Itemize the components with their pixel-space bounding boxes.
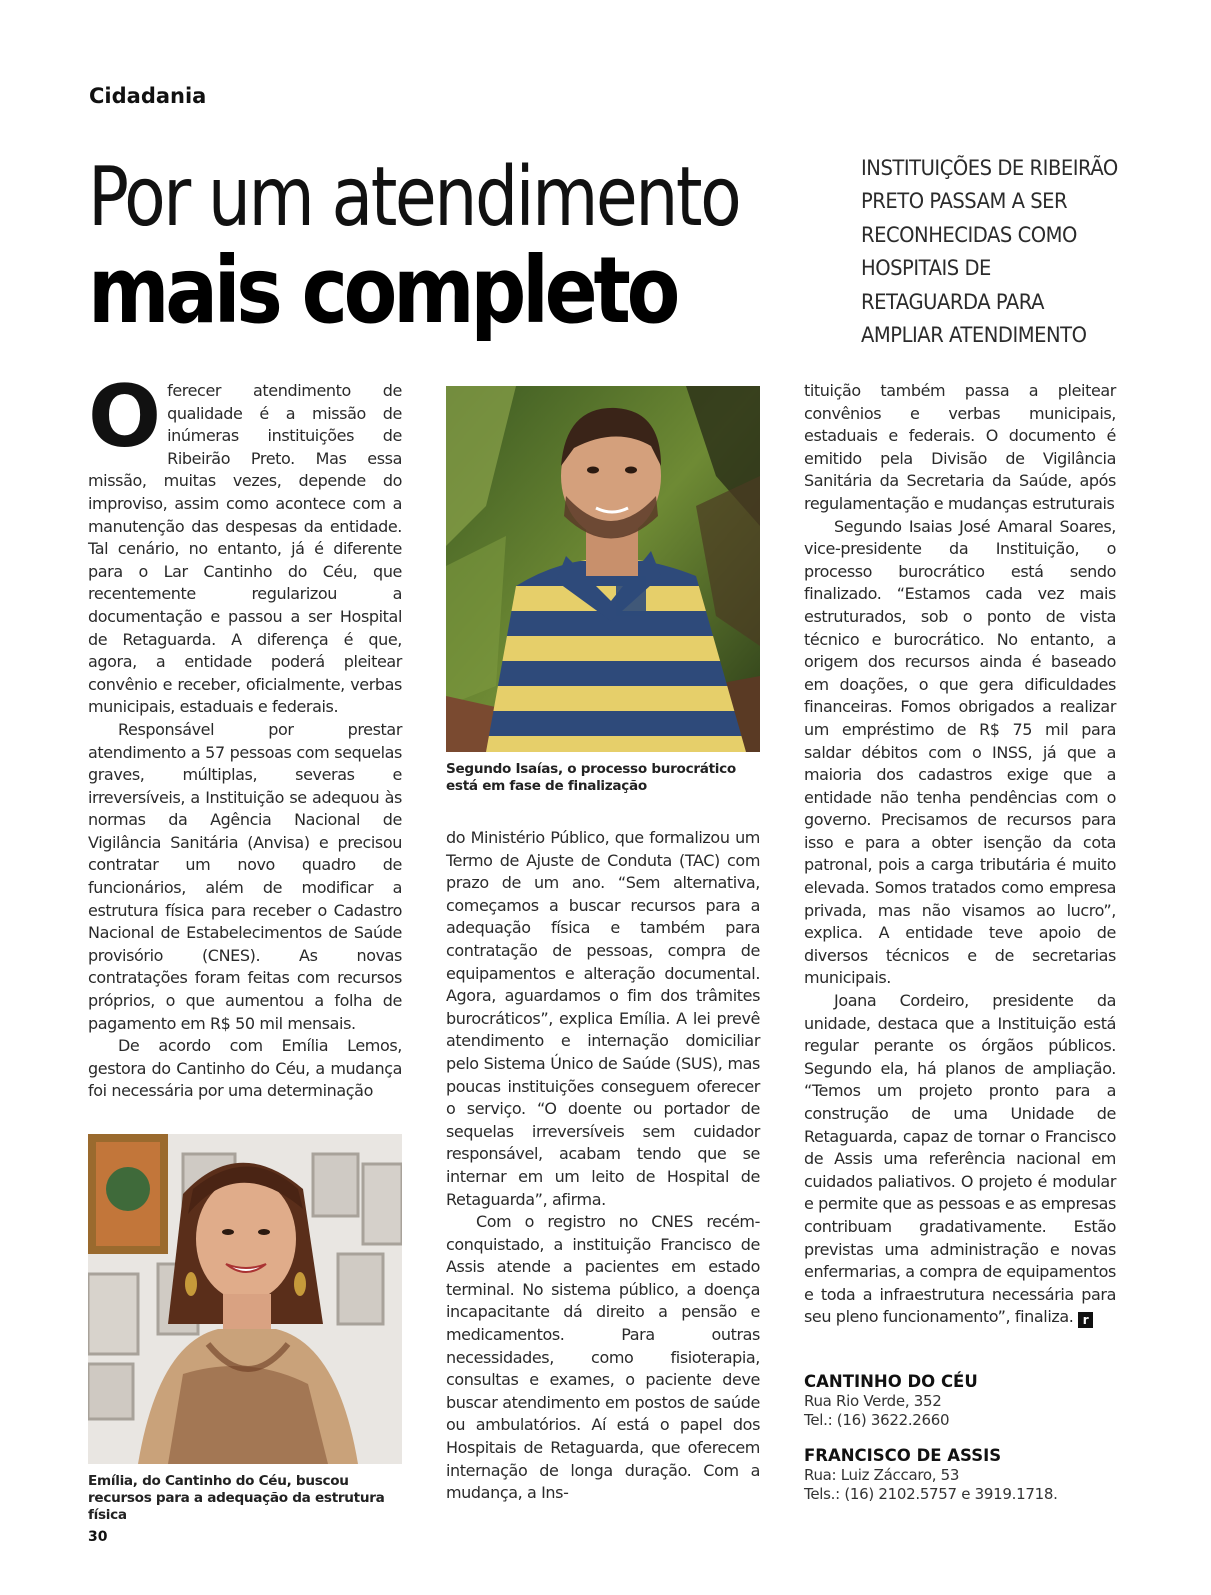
- contact-address: Rua Rio Verde, 352: [804, 1392, 942, 1410]
- article-column-3: [804, 380, 1116, 1329]
- contact-cantinho-do-ceu: [804, 1372, 1124, 1430]
- section-label: Cidadania: [89, 84, 207, 108]
- photo-isaias: [446, 386, 760, 752]
- photo-emilia-illustration: [88, 1134, 402, 1464]
- dropcap-letter: O: [88, 367, 162, 467]
- headline-line-1: Por um atendimento: [88, 150, 740, 245]
- photo-emilia: [88, 1134, 402, 1464]
- paragraph-8-text: Joana Cordeiro, presidente da unidade, destaca que a Instituição está regular perante os órgãos públicos. Segundo ela, há planos de ampliação. “Temos um projeto pronto para a construção de uma Unidade de Retaguarda, capaz de tornar o Francisco de Assis uma referência nacional em cuidados paliativos. O projeto é modular e permite que as pessoas e as empresas contribuam gradativamente. Estão previstas uma administração e novas enfermarias, a compra de equipamentos e toda a infraestrutura necessária para seu pleno funcionamento”, finaliza.: [804, 991, 1116, 1327]
- headline-line-2: mais completo: [88, 237, 677, 344]
- paragraph-6: tituição também passa a pleitear convênios e verbas municipais, estaduais e federais. O documento é emitido pela Divisão de Vigilância Sanitária da Secretaria da Saúde, após regulamentação e mudanças estruturais: [804, 381, 1116, 513]
- caption-isaias: Segundo Isaías, o processo burocrático está em fase de finalização: [446, 761, 736, 794]
- contact-francisco-de-assis: [804, 1446, 1124, 1504]
- page-number: 30: [88, 1529, 108, 1545]
- paragraph-5: Com o registro no CNES recém-conquistado, a instituição Francisco de Assis atende a pacientes em estado terminal. No sistema público, a doença incapacitante dá direito a pensão e medicamentos. Para outras necessidades, como fisioterapia, consultas e exames, o paciente deve buscar atendimento em postos de saúde ou ambulatórios. Aí está o papel dos Hospitais de Retaguarda, que oferecem internação de longa duração. Com a mudança, a Ins-: [446, 1212, 760, 1503]
- end-mark-icon: r: [1078, 1312, 1093, 1328]
- paragraph-7: Segundo Isaias José Amaral Soares, vice-presidente da Instituição, o processo burocrático está sendo finalizado. “Estamos cada vez mais estruturados, sob o ponto de vista técnico e burocrático. No entanto, a origem dos recursos ainda é baseado em doações, o que gera dificuldades financeiras. Fomos obrigados a realizar um empréstimo de R$ 75 mil para saldar débitos com o INSS, já que a maioria dos cadastros exige que a entidade não tenha pendências com o governo. Precisamos de recursos para isso e para a obter isenção da cota patronal, pois a carga tributária é muito elevada. Somos tratados como empresa privada, mas não visamos ao lucro”, explica. A entidade teve apoio de diversos técnicos e de secretarias municipais.: [804, 516, 1116, 988]
- deck-subtitle: INSTITUIÇÕES DE RIBEIRÃO PRETO PASSAM A SER RECONHECIDAS COMO HOSPITAIS DE RETAGUARDA PARA AMPLIAR ATENDIMENTO: [861, 156, 1118, 348]
- article-column-2: [446, 827, 760, 1505]
- contact-name: FRANCISCO DE ASSIS: [804, 1446, 1002, 1465]
- paragraph-4: do Ministério Público, que formalizou um Termo de Ajuste de Conduta (TAC) com prazo de um ano. “Sem alternativa, começamos a buscar recursos para a adequação física e também para contratação de pessoas, compra de equipamentos e alteração documental. Agora, aguardamos o fim dos trâmites burocráticos”, explica Emília. A lei prevê atendimento e internação domiciliar pelo Sistema Único de Saúde (SUS), mas poucas instituições conseguem oferecer o serviço. “O doente ou portador de sequelas irreversíveis sem cuidador responsável, acabam tendo que se internar em um leito de Hospital de Retaguarda”, afirma.: [446, 828, 760, 1209]
- paragraph-2: Responsável por prestar atendimento a 57 pessoas com sequelas graves, múltiplas, severas e irreversíveis, a Instituição se adequou às normas da Agência Nacional de Vigilância Sanitária (Anvisa) e precisou contratar um novo quadro de funcionários, além de modificar a estrutura física para receber o Cadastro Nacional de Estabelecimentos de Saúde provisório (CNES). As novas contratações foram feitas com recursos próprios, o que aumentou a folha de pagamento em R$ 50 mil mensais.: [88, 719, 402, 1033]
- paragraph-1-text: ferecer atendimento de qualidade é a missão de inúmeras instituições de Ribeirão Preto. Mas essa missão, muitas vezes, depende do improviso, assim como acontece com a manutenção das despesas da entidade. Tal cenário, no entanto, já é diferente para o Lar Cantinho do Céu, que recentemente regularizou a documentação e passou a ser Hospital de Retaguarda. A diferença é que, agora, a entidade poderá pleitear convênio e receber, oficialmente, verbas municipais, estaduais e federais.: [88, 381, 402, 717]
- contact-address: Rua: Luiz Záccaro, 53: [804, 1466, 960, 1484]
- caption-emilia: Emília, do Cantinho do Céu, buscou recursos para a adequação da estrutura física: [88, 1473, 385, 1523]
- photo-isaias-illustration: [446, 386, 760, 752]
- paragraph-8: [804, 990, 1116, 1329]
- article-column-1: [88, 367, 402, 1103]
- contact-phone: Tels.: (16) 2102.5757 e 3919.1718.: [804, 1485, 1058, 1503]
- contact-phone: Tel.: (16) 3622.2660: [804, 1411, 950, 1429]
- paragraph-3: De acordo com Emília Lemos, gestora do Cantinho do Céu, a mudança foi necessária por uma determinação: [88, 1036, 402, 1101]
- paragraph-1: [88, 367, 402, 719]
- contact-name: CANTINHO DO CÉU: [804, 1372, 978, 1391]
